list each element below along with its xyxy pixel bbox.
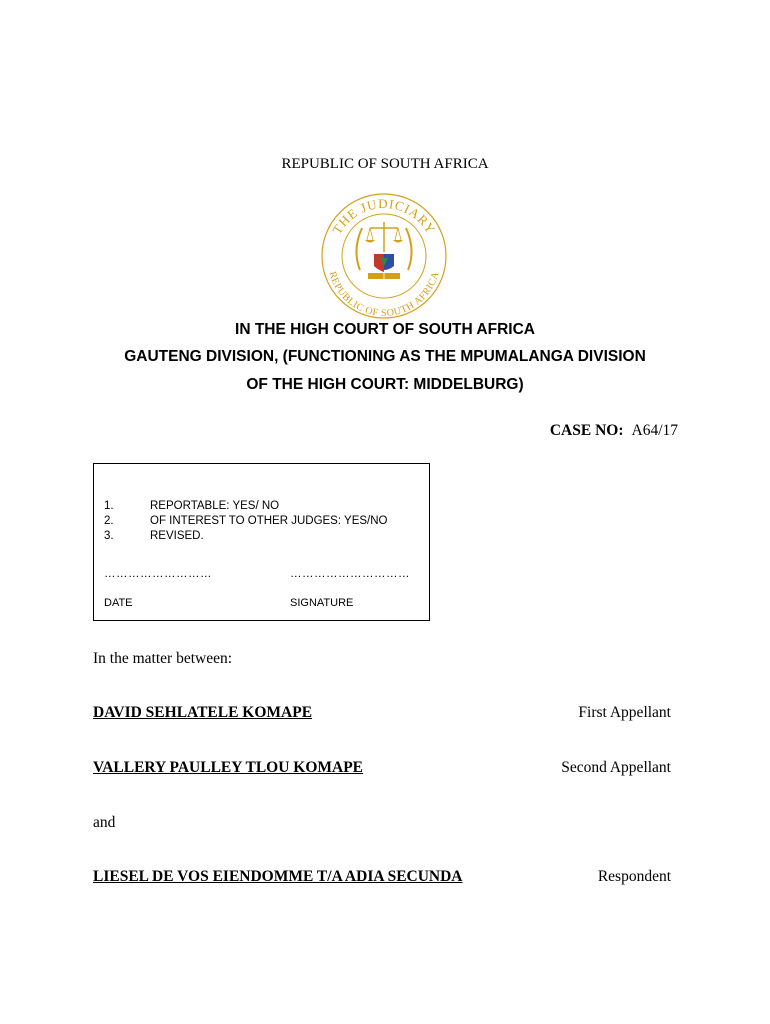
party-name: VALLERY PAULLEY TLOU KOMAPE — [93, 759, 364, 776]
reportable-box — [93, 463, 430, 621]
reportable-item — [104, 515, 388, 527]
case-number-value: A64/17 — [631, 422, 678, 439]
signature-line: ………………………… — [290, 568, 410, 580]
reportable-item-number: 1. — [104, 500, 114, 512]
reportable-item-number: 2. — [104, 515, 114, 527]
crest-ring-bottom-text: REPUBLIC OF SOUTH AFRICA — [326, 270, 442, 320]
party-role: First Appellant — [578, 704, 671, 721]
party-conjunction: and — [93, 814, 116, 831]
reportable-item — [104, 530, 204, 542]
judiciary-crest-icon — [312, 190, 456, 320]
respondent-role: Respondent — [597, 868, 671, 885]
case-number-label: CASE NO: — [549, 422, 624, 439]
reportable-item-text: OF INTEREST TO OTHER JUDGES: YES/NO — [150, 515, 388, 527]
reportable-item-text: REVISED. — [150, 530, 204, 542]
case-number — [550, 422, 678, 440]
party-role: Second Appellant — [561, 759, 671, 776]
matter-intro: In the matter between: — [93, 650, 233, 667]
reportable-item-text: REPORTABLE: YES/ NO — [150, 500, 280, 512]
date-label: DATE — [104, 597, 133, 609]
respondent-name: LIESEL DE VOS EIENDOMME T/A ADIA SECUNDA — [93, 868, 463, 885]
party-name: DAVID SEHLATELE KOMAPE — [93, 704, 313, 721]
signature-label: SIGNATURE — [290, 597, 354, 609]
country-heading: REPUBLIC OF SOUTH AFRICA — [281, 156, 489, 172]
court-title-line-1: IN THE HIGH COURT OF SOUTH AFRICA — [235, 321, 535, 338]
crest-ring-top-text: THE JUDICIARY — [329, 195, 439, 237]
court-title-line-3: OF THE HIGH COURT: MIDDELBURG) — [246, 376, 524, 393]
court-title-line-2: GAUTENG DIVISION, (FUNCTIONING AS THE MPUMALANGA DIVISION — [124, 348, 646, 365]
reportable-item-number: 3. — [104, 530, 114, 542]
date-line: ……………………… — [104, 568, 212, 580]
reportable-item — [104, 500, 279, 512]
